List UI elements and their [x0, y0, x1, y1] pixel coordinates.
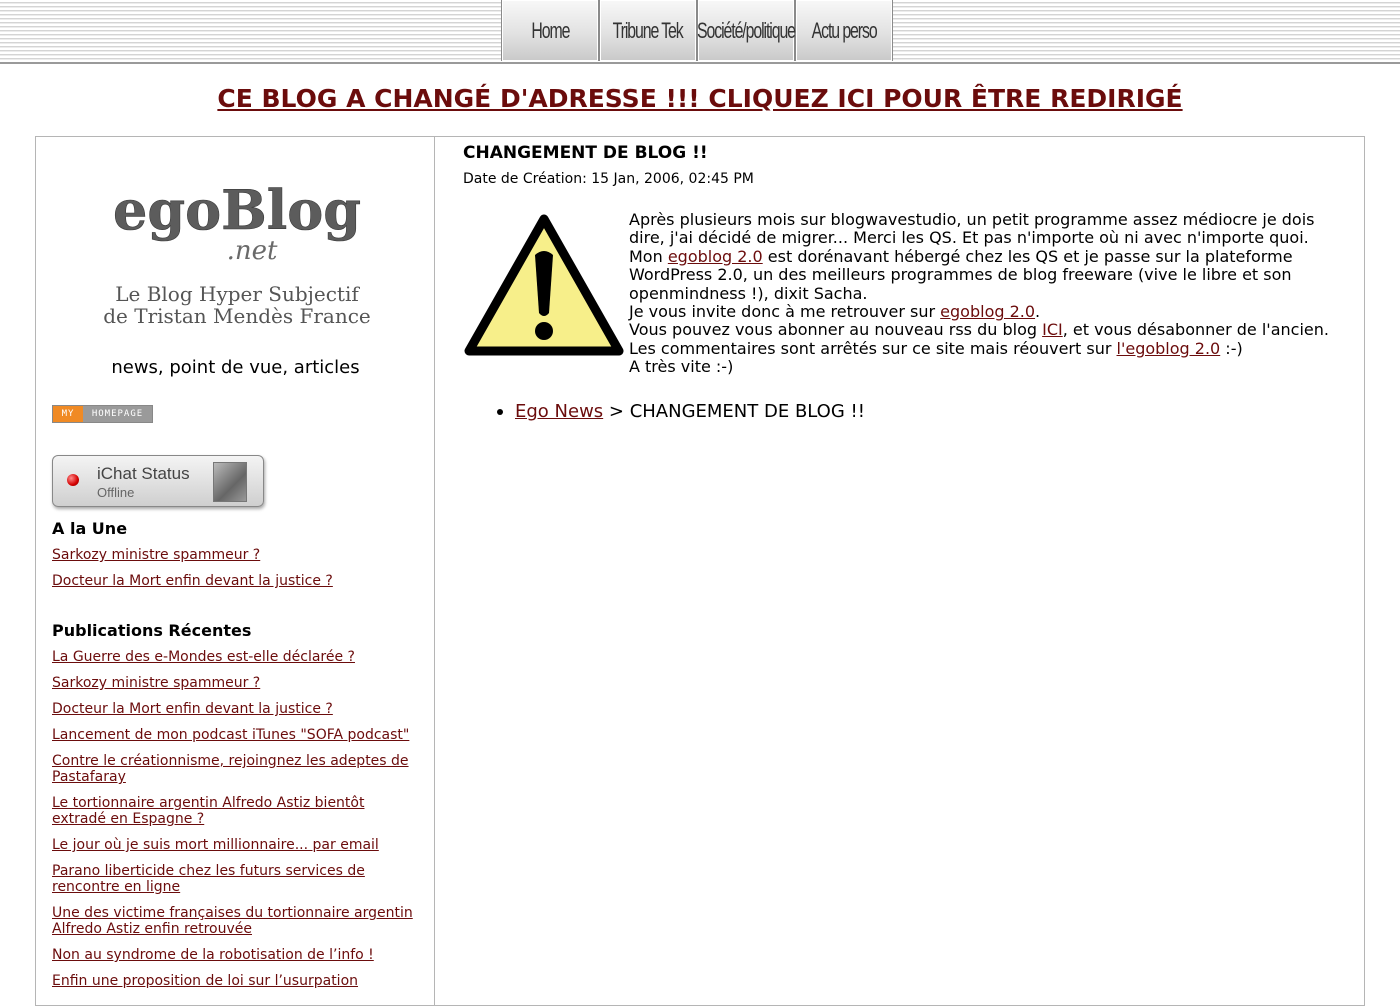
- post-text: Je vous invite donc à me retrouver sur: [629, 302, 941, 322]
- post-title: CHANGEMENT DE BLOG !!: [463, 143, 708, 163]
- breadcrumb-separator: >: [603, 401, 630, 422]
- nav-tab-label: Actu perso: [811, 17, 877, 43]
- list-item: [52, 573, 422, 589]
- a-la-une-link[interactable]: Sarkozy ministre spammeur ?: [52, 547, 261, 563]
- publication-link[interactable]: Contre le créationnisme, rejoingnez les adeptes de Pastafaray: [52, 753, 409, 785]
- publication-link[interactable]: Parano liberticide chez les futurs services de rencontre en ligne: [52, 863, 365, 895]
- post-paragraph: [629, 211, 1334, 303]
- post-paragraph: A très vite :-): [629, 357, 734, 377]
- warning-icon: [463, 213, 625, 357]
- svg-text:de Tristan Mendès France: de Tristan Mendès France: [103, 304, 371, 328]
- post-date: Date de Création: 15 Jan, 2006, 02:45 PM: [463, 171, 754, 187]
- publication-link[interactable]: Le tortionnaire argentin Alfredo Astiz bientôt extradé en Espagne ?: [52, 795, 365, 827]
- publications-recentes-heading: Publications Récentes: [52, 621, 252, 640]
- post-paragraph: [629, 340, 1334, 358]
- publications-recentes-list: [52, 649, 422, 999]
- publication-link[interactable]: Enfin une proposition de loi sur l’usurpation: [52, 973, 359, 989]
- post-text: .: [1035, 302, 1041, 322]
- nav-tab-actu-perso[interactable]: [795, 0, 893, 61]
- list-item: [52, 973, 422, 989]
- list-item: [52, 947, 422, 963]
- publication-link[interactable]: Sarkozy ministre spammeur ?: [52, 675, 261, 691]
- bullet-icon: [497, 409, 503, 415]
- sidebar: [36, 137, 435, 1005]
- ichat-title: iChat Status: [97, 464, 190, 483]
- a-la-une-heading: A la Une: [52, 519, 128, 538]
- list-item: [52, 863, 422, 895]
- list-item: [52, 837, 422, 853]
- nav-tab-societe-politique[interactable]: [697, 0, 795, 61]
- ichat-status-text: Offline: [97, 485, 135, 500]
- blog-tagline: news, point de vue, articles: [111, 357, 360, 378]
- ichat-status-widget[interactable]: [52, 455, 264, 507]
- nav-tab-label: Home: [531, 17, 569, 43]
- list-item: [52, 753, 422, 785]
- breadcrumb: [497, 401, 865, 422]
- publication-link[interactable]: Le jour où je suis mort millionnaire... par email: [52, 837, 379, 853]
- nav-tab-home[interactable]: [501, 0, 599, 61]
- post-paragraph: [629, 321, 1334, 339]
- rss-link[interactable]: ICI: [1042, 320, 1063, 340]
- ichat-avatar: [213, 462, 247, 502]
- list-item: [52, 905, 422, 937]
- svg-text:.net: .net: [226, 236, 278, 266]
- egoblog-comments-link[interactable]: l'egoblog 2.0: [1116, 338, 1221, 358]
- breadcrumb-current: CHANGEMENT DE BLOG !!: [629, 401, 865, 422]
- my-homepage-badge[interactable]: [52, 405, 153, 423]
- post-text: est dorénavant hébergé chez les QS et je passe sur la plateforme WordPress 2.0, un des meilleurs programmes de blog freeware (vive le libre et son openmindness !), dixit Sacha.: [629, 246, 1293, 303]
- my-homepage-badge-homepage: HOMEPAGE: [83, 406, 152, 422]
- post-text: :-): [1220, 338, 1243, 358]
- post-text: Vous pouvez vous abonner au nouveau rss du blog: [629, 320, 1043, 340]
- egoblog-link[interactable]: egoblog 2.0: [940, 302, 1036, 322]
- post-paragraph: [629, 303, 1334, 321]
- a-la-une-link[interactable]: Docteur la Mort enfin devant la justice ?: [52, 573, 333, 589]
- post-body: [629, 211, 1334, 377]
- my-homepage-badge-my: MY: [53, 406, 83, 422]
- nav-tab-label: Société/politique: [697, 17, 795, 43]
- nav-tab-label: Tribune Tek: [613, 17, 684, 43]
- post-text: Après plusieurs mois sur blogwavestudio, un petit programme assez médiocre je dois dire, j'ai décidé de migrer... Merci les QS. Et pas n'importe où ni avec n'importe quoi. Mon: [629, 210, 1315, 266]
- egoblog-link[interactable]: egoblog 2.0: [667, 246, 763, 266]
- content-frame: [35, 136, 1365, 1006]
- svg-text:egoBlog: egoBlog: [112, 178, 362, 242]
- publication-link[interactable]: La Guerre des e-Mondes est-elle déclarée ?: [52, 649, 355, 665]
- svg-text:Le Blog Hyper Subjectif: Le Blog Hyper Subjectif: [115, 282, 359, 306]
- offline-status-icon: [67, 474, 79, 486]
- list-item: [52, 795, 422, 827]
- list-item: [52, 701, 422, 717]
- redirect-banner-link[interactable]: CE BLOG A CHANGÉ D'ADRESSE !!! CLIQUEZ ICI POUR ÊTRE REDIRIGÉ: [217, 84, 1183, 113]
- list-item: [52, 675, 422, 691]
- publication-link[interactable]: Docteur la Mort enfin devant la justice ?: [52, 701, 333, 717]
- a-la-une-list: [52, 547, 422, 599]
- post-text: , et vous désabonner de l'ancien.: [1062, 320, 1329, 340]
- nav-tab-tribune-tek[interactable]: [599, 0, 697, 61]
- publication-link[interactable]: Non au syndrome de la robotisation de l’info !: [52, 947, 374, 963]
- list-item: [52, 547, 422, 563]
- breadcrumb-category-link[interactable]: Ego News: [515, 401, 604, 422]
- publication-link[interactable]: Une des victime françaises du tortionnaire argentin Alfredo Astiz enfin retrouvée: [52, 905, 413, 937]
- list-item: [52, 727, 422, 743]
- main-nav: [501, 0, 893, 62]
- post-text: Les commentaires sont arrêtés sur ce site mais réouvert sur: [629, 338, 1117, 358]
- egoblog-logo-image: [103, 171, 371, 331]
- list-item: [52, 649, 422, 665]
- egoblog-logo[interactable]: [103, 171, 371, 331]
- top-bar: [0, 0, 1400, 64]
- publication-link[interactable]: Lancement de mon podcast iTunes "SOFA podcast": [52, 727, 410, 743]
